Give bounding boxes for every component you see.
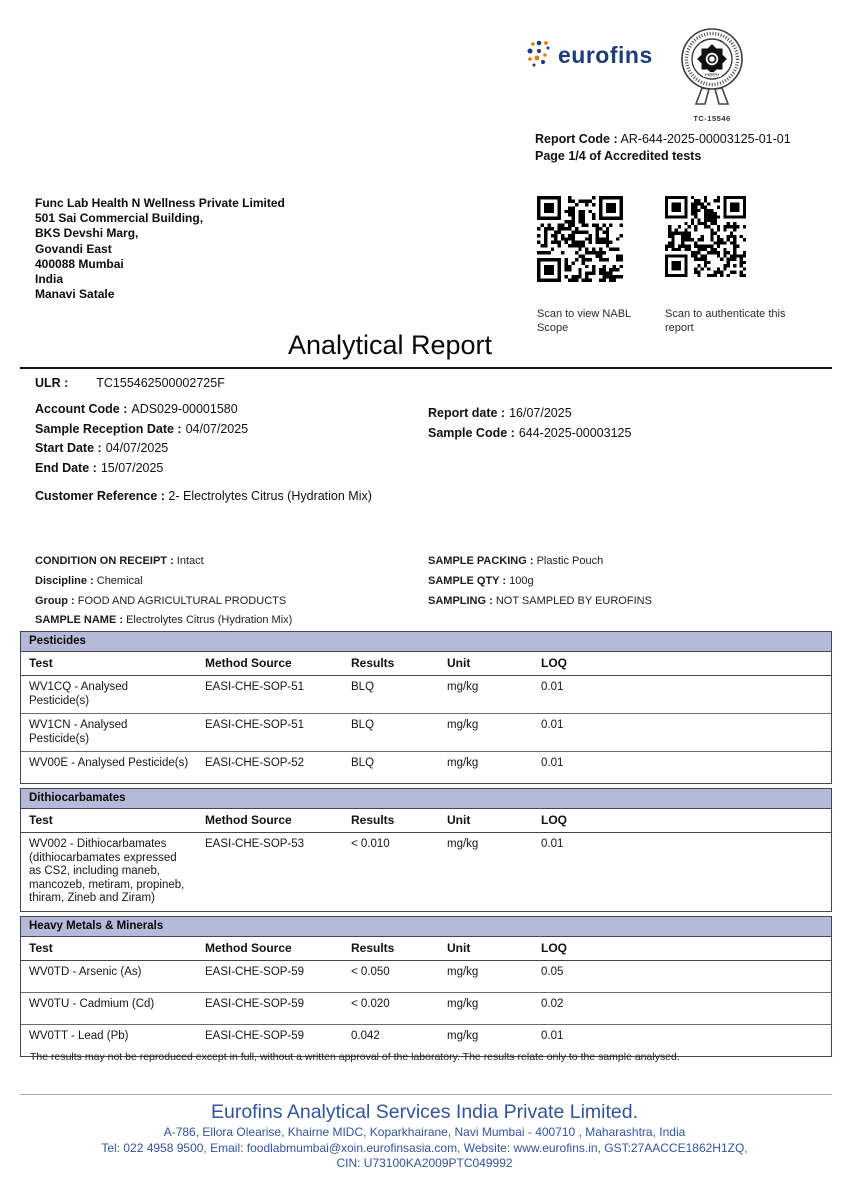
loq-cell: 0.01 [541,719,564,731]
field-label: Start Date : [35,441,102,455]
field-label: Account Code : [35,402,128,416]
footer-contact: Tel: 022 4958 9500, Email: foodlabmumbai@xoin.eurofinsasia.com, Website: www.eurofins.in, GST:27AACCE1862H1ZQ, [101,1140,748,1155]
field-value: Plastic Pouch [536,555,604,567]
field-label: Customer Reference : [35,489,165,503]
results-cell: 0.042 [351,1029,380,1042]
eurofins-logo [526,38,653,73]
column-header: Method Source [205,656,292,670]
address-line: 400088 Mumbai [35,256,124,271]
table-row [21,714,831,752]
customer-reference-row [35,489,372,503]
condition-on-receipt-row [35,552,292,572]
qr-code-authenticate [665,196,746,277]
unit-cell: mg/kg [447,965,479,978]
results-section [20,631,832,784]
field-label: SAMPLING : [428,594,493,607]
field-value: 15/07/2025 [100,460,164,475]
svg-text:•भारत•: •भारत• [704,72,720,79]
customer-address-block [35,196,285,302]
test-cell: WV002 - Dithiocarbamates (dithiocarbamates expressed as CS2, including maneb, mancozeb, metiram, propineb, thiram, Zineb and Ziram) [29,838,185,904]
sample-name-row [35,611,292,631]
field-value: NOT SAMPLED BY EUROFINS [495,594,652,607]
seal-caption: TC-15546 [693,114,731,123]
footer-address: A-786, Ellora Olearise, Khairne MIDC, Koparkhairane, Navi Mumbai - 400710 , Maharashtra, India [163,1125,686,1139]
field-value: 2- Electrolytes Citrus (Hydration Mix) [168,489,372,503]
loq-cell: 0.01 [541,1029,564,1042]
unit-cell: mg/kg [447,757,479,769]
address-line: BKS Devshi Marg, [35,226,139,241]
column-header: Results [351,656,395,670]
report-code-value: AR-644-2025-00003125-01-01 [620,132,791,146]
test-cell: WV00E - Analysed Pesticide(s) [29,757,189,769]
column-header: LOQ [541,940,567,955]
results-cell: < 0.050 [351,965,390,978]
column-header: Unit [447,656,471,670]
section-title: Pesticides [21,632,831,652]
results-cell: BLQ [351,681,375,693]
field-value: Intact [176,555,204,567]
unit-cell: mg/kg [447,838,479,850]
field-label: Discipline : [35,574,94,587]
table-header-row [21,809,831,833]
test-cell: WV1CQ - Analysed Pesticide(s) [29,681,129,707]
column-header: LOQ [541,813,567,827]
eurofins-dots-icon [526,38,552,73]
field-label: SAMPLE QTY : [428,574,507,587]
unit-cell: mg/kg [447,997,479,1010]
field-value: 16/07/2025 [509,406,572,420]
results-cell: BLQ [351,719,375,731]
field-label: Report date : [428,406,506,420]
column-header: Unit [447,940,471,955]
qr-caption-nabl: Scan to view NABL Scope [537,308,631,334]
column-header: Method Source [205,940,292,955]
column-header: Method Source [205,813,292,827]
ulr-label: ULR : [35,376,69,390]
column-header: Unit [447,813,471,827]
ulr-row [35,376,225,390]
field-label: Sample Reception Date : [35,421,182,436]
eurofins-logo-word: eurofins [558,42,653,68]
unit-cell: mg/kg [447,719,479,731]
sample-details-left [35,552,292,631]
discipline-row [35,572,292,592]
sample-qty-row [428,572,652,592]
test-cell: WV0TD - Arsenic (As) [29,965,142,978]
results-section [20,916,832,1057]
method-source-cell: EASI-CHE-SOP-51 [205,719,305,731]
account-code-row [35,400,248,420]
field-label: SAMPLE NAME : [35,614,123,627]
ulr-value: TC155462500002725F [96,376,225,390]
column-header: Test [29,813,53,827]
column-header: Results [351,813,395,827]
report-code-block [535,131,791,165]
method-source-cell: EASI-CHE-SOP-59 [205,1029,305,1042]
loq-cell: 0.05 [541,965,564,978]
field-label: SAMPLE PACKING : [428,555,534,567]
nabl-accreditation-seal [672,26,752,123]
qr-code-nabl-scope [537,196,623,282]
report-date-row [428,404,631,424]
report-code-label: Report Code : [535,132,618,146]
method-source-cell: EASI-CHE-SOP-51 [205,681,305,693]
address-line: 501 Sai Commercial Building, [35,211,204,226]
sample-packing-row [428,552,652,572]
page-info: Page 1/4 of Accredited tests [535,149,702,163]
address-line: Manavi Satale [35,287,115,302]
field-value: 04/07/2025 [105,441,169,455]
footer-cin: CIN: U73100KA2009PTC049992 [336,1156,513,1170]
table-header-row [21,652,831,676]
report-code-line [535,131,791,148]
section-title: Dithiocarbamates [21,789,831,809]
test-cell: WV0TU - Cadmium (Cd) [29,997,155,1010]
results-section [20,788,832,912]
group-row [35,592,292,612]
loq-cell: 0.01 [541,838,564,850]
address-line: India [35,272,64,287]
qr-caption-authenticate: Scan to authenticate this report [665,308,786,334]
footer-company-name: Eurofins Analytical Services India Private Limited. [210,1101,639,1123]
table-row [21,752,831,783]
footer-block [0,1100,849,1172]
method-source-cell: EASI-CHE-SOP-59 [205,997,305,1010]
info-left-column [35,400,248,478]
section-title: Heavy Metals & Minerals [21,917,831,937]
field-value: Electrolytes Citrus (Hydration Mix) [126,614,293,627]
table-header-row [21,937,831,961]
results-cell: < 0.020 [351,997,390,1010]
field-value: 100g [509,574,534,587]
start-date-row [35,439,248,459]
page-title: Analytical Report [287,330,493,360]
table-row [21,993,831,1025]
field-value: FOOD AND AGRICULTURAL PRODUCTS [77,594,287,607]
unit-cell: mg/kg [447,1029,479,1042]
address-line: Govandi East [35,241,112,256]
column-header: Test [29,656,53,670]
test-cell: WV1CN - Analysed Pesticide(s) [29,719,128,745]
disclaimer-text: The results may not be reproduced except in full, without a written approval of the laboratory. The results relate only to the sample analysed. [30,1051,680,1063]
field-value: 644-2025-00003125 [518,425,632,440]
table-row [21,833,831,911]
field-value: 04/07/2025 [185,421,249,436]
loq-cell: 0.01 [541,757,564,769]
loq-cell: 0.01 [541,681,564,693]
results-cell: < 0.010 [351,838,390,850]
table-row [21,961,831,993]
footer-divider [20,1094,832,1095]
nabl-seal-icon [672,72,752,112]
field-label: End Date : [35,460,97,475]
loq-cell: 0.02 [541,997,564,1010]
sample-details-right [428,552,652,611]
field-value: Chemical [96,574,143,587]
method-source-cell: EASI-CHE-SOP-59 [205,965,305,978]
test-cell: WV0TT - Lead (Pb) [29,1029,129,1042]
field-label: Group : [35,594,75,607]
unit-cell: mg/kg [447,681,479,693]
results-cell: BLQ [351,757,375,769]
info-right-column [428,404,631,443]
sample-code-row [428,424,631,444]
table-row [21,676,831,714]
sampling-row [428,592,652,612]
title-divider [20,367,832,369]
results-tables [20,631,832,1061]
field-label: CONDITION ON RECEIPT : [35,555,174,567]
field-value: ADS029-00001580 [131,402,238,416]
column-header: Test [29,940,53,955]
method-source-cell: EASI-CHE-SOP-52 [205,757,305,769]
column-header: Results [351,940,395,955]
method-source-cell: EASI-CHE-SOP-53 [205,838,305,850]
field-label: Sample Code : [428,425,515,440]
column-header: LOQ [541,656,567,670]
end-date-row [35,459,248,479]
sample-reception-date-row [35,420,248,440]
address-line: Func Lab Health N Wellness Private Limited [35,196,285,210]
